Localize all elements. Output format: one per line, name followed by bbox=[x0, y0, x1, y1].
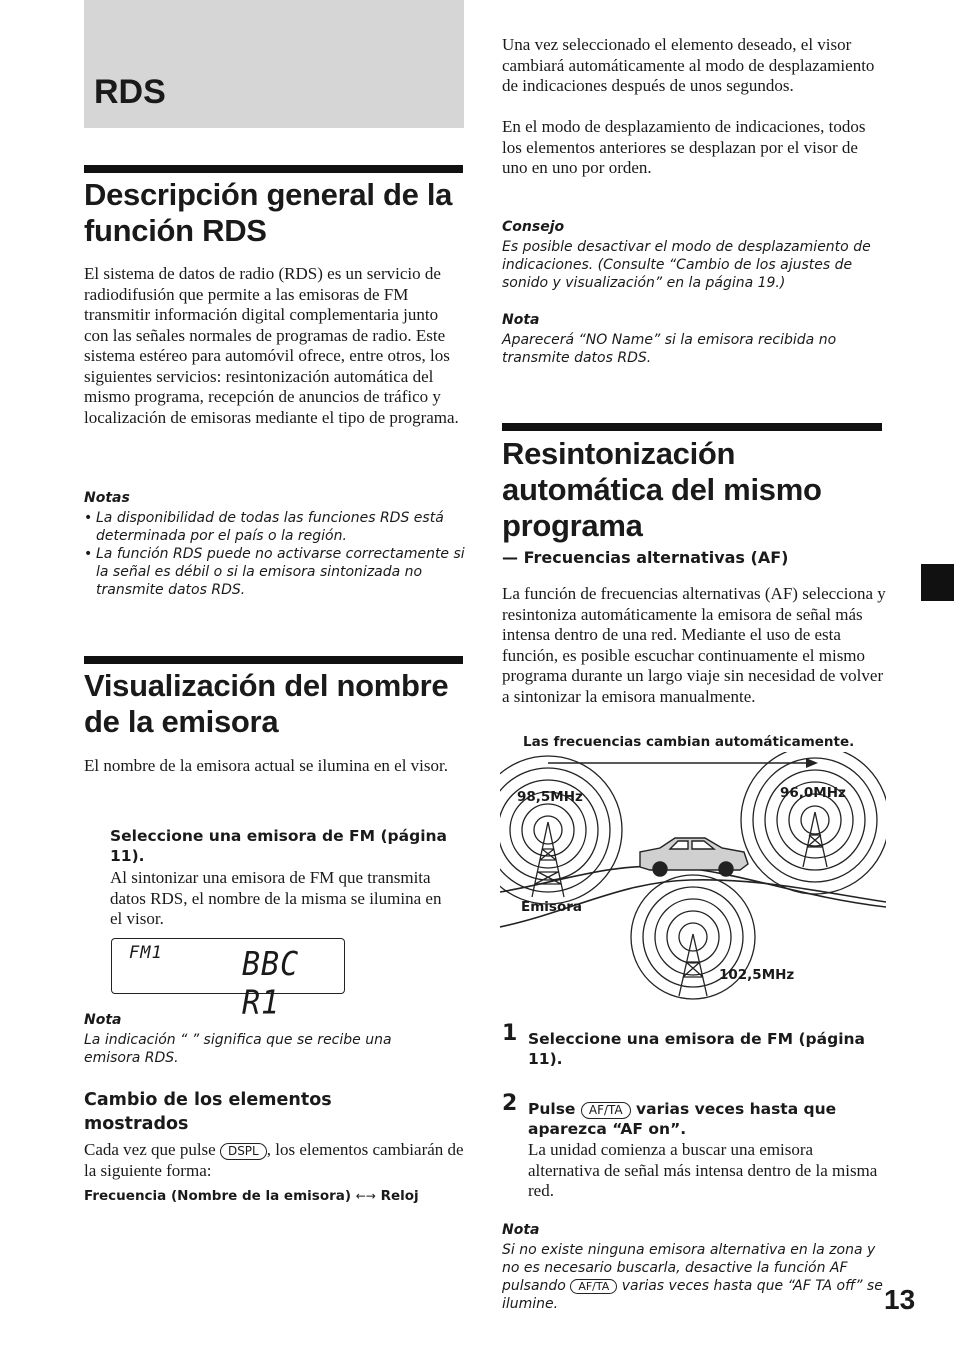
subsection-body: Cada vez que pulse DSPL , los elementos cambiarán de la siguiente forma: bbox=[84, 1140, 464, 1180]
freq-label-right: 96,0MHz bbox=[780, 785, 846, 801]
page-number: 13 bbox=[884, 1284, 916, 1315]
section-subtitle: — Frecuencias alternativas (AF) bbox=[502, 548, 789, 567]
note-text: La indicación “ ” significa que se recibe una emisora RDS. bbox=[84, 1032, 392, 1066]
tip-text: Es posible desactivar el modo de desplazamiento de indicaciones. (Consulte “Cambio de los ajustes de sonido y visualización” en la página 19.) bbox=[502, 239, 871, 291]
lcd-display bbox=[111, 938, 345, 1023]
cycle-arrow-icon: ←→ bbox=[355, 1189, 376, 1203]
tip-heading: Consejo bbox=[502, 219, 565, 235]
step-bold: Seleccione una emisora de FM (página 11). bbox=[528, 1030, 866, 1068]
af-ta-button[interactable]: AF/TA bbox=[570, 1279, 617, 1294]
note-item: • La función RDS puede no activarse correctamente si la señal es débil o si la emisora sintonizada no transmite datos RDS. bbox=[84, 546, 465, 598]
section-body: El sistema de datos de radio (RDS) es un servicio de radiodifusión que permite a las emisoras de FM transmitir información digital complementaria junto con las señales normales de programas de radio. Este sistema estéreo para automóvil ofrece, entre otros, los siguientes servicios: resintonización automática del mismo programa, recepción de anuncios de tráfico y localización de emisoras mediante el tipo de programa. bbox=[84, 264, 459, 427]
car-icon bbox=[640, 838, 748, 876]
page-title: RDS bbox=[94, 73, 166, 111]
note-heading: Nota bbox=[502, 1222, 540, 1238]
step-text: Al sintonizar una emisora de FM que transmita datos RDS, el nombre de la misma se ilumina en el visor. bbox=[110, 868, 442, 928]
section-body: El nombre de la emisora actual se ilumina en el visor. bbox=[84, 756, 448, 775]
step-bold: Pulse AF/TA varias veces hasta que aparezca “AF on”. bbox=[528, 1100, 837, 1138]
section-rule bbox=[502, 423, 882, 431]
intro-paragraph: Una vez seleccionado el elemento deseado, el visor cambiará automáticamente al modo de desplazamiento de indicaciones después de unos segundos. bbox=[502, 35, 875, 95]
section-title-af: Resintonización automática del mismo programa bbox=[502, 436, 822, 543]
notes-heading: Notas bbox=[84, 490, 130, 506]
station-label: Emisora bbox=[521, 899, 582, 915]
lcd-band: FM1 bbox=[129, 943, 163, 963]
section-body: La función de frecuencias alternativas (AF) selecciona y resintoniza automáticamente la emisora de señal más intensa dentro de una red. Mediante el uso de esta función, es posible escuchar continuamente el mismo programa durante un largo viaje sin necesidad de volver a sintonizar la emisora manualmente. bbox=[502, 584, 886, 706]
dspl-button[interactable]: DSPL bbox=[220, 1143, 267, 1160]
section-title-rds-overview: Descripción general de la función RDS bbox=[84, 177, 453, 248]
section-title-station-name: Visualización del nombre de la emisora bbox=[84, 668, 449, 739]
intro-paragraph: En el modo de desplazamiento de indicaciones, todos los elementos anteriores se desplazan por el visor de uno en uno por orden. bbox=[502, 117, 866, 177]
step-number: 2 bbox=[502, 1091, 518, 1116]
tower-right bbox=[803, 812, 827, 867]
freq-label-bottom: 102,5MHz bbox=[719, 967, 795, 983]
notes-list bbox=[84, 509, 468, 599]
note-heading: Nota bbox=[502, 312, 540, 328]
note-heading: Nota bbox=[84, 1012, 122, 1028]
note-item: • La disponibilidad de todas las funciones RDS está determinada por el país o la región. bbox=[84, 510, 444, 544]
signal-waves-right bbox=[741, 752, 886, 894]
note-text: Aparecerá “NO Name” si la emisora recibida no transmite datos RDS. bbox=[502, 332, 837, 366]
subsection-title: Cambio de los elementos mostrados bbox=[84, 1090, 332, 1134]
note-text: Si no existe ninguna emisora alternativa en la zona y no es necesario buscarla, desactive la función AF pulsando AF/TA varias veces hasta que “AF TA off” se ilumine. bbox=[502, 1242, 883, 1312]
section-tab-marker bbox=[921, 564, 954, 601]
step-text: La unidad comienza a buscar una emisora alternativa de señal más intensa dentro de la misma red. bbox=[528, 1140, 878, 1200]
display-cycle: Frecuencia (Nombre de la emisora) ←→ Reloj bbox=[84, 1188, 419, 1204]
section-rule bbox=[84, 165, 463, 173]
step-number: 1 bbox=[502, 1021, 518, 1046]
lcd-station-name: BBC R1 bbox=[242, 945, 300, 1023]
af-ta-button[interactable]: AF/TA bbox=[581, 1102, 631, 1119]
tower-left bbox=[532, 822, 564, 897]
step-bold: Seleccione una emisora de FM (página 11). bbox=[110, 827, 448, 865]
figure-caption: Las frecuencias cambian automáticamente. bbox=[523, 734, 855, 750]
freq-label-left: 98,5MHz bbox=[517, 789, 583, 805]
section-rule bbox=[84, 656, 463, 664]
